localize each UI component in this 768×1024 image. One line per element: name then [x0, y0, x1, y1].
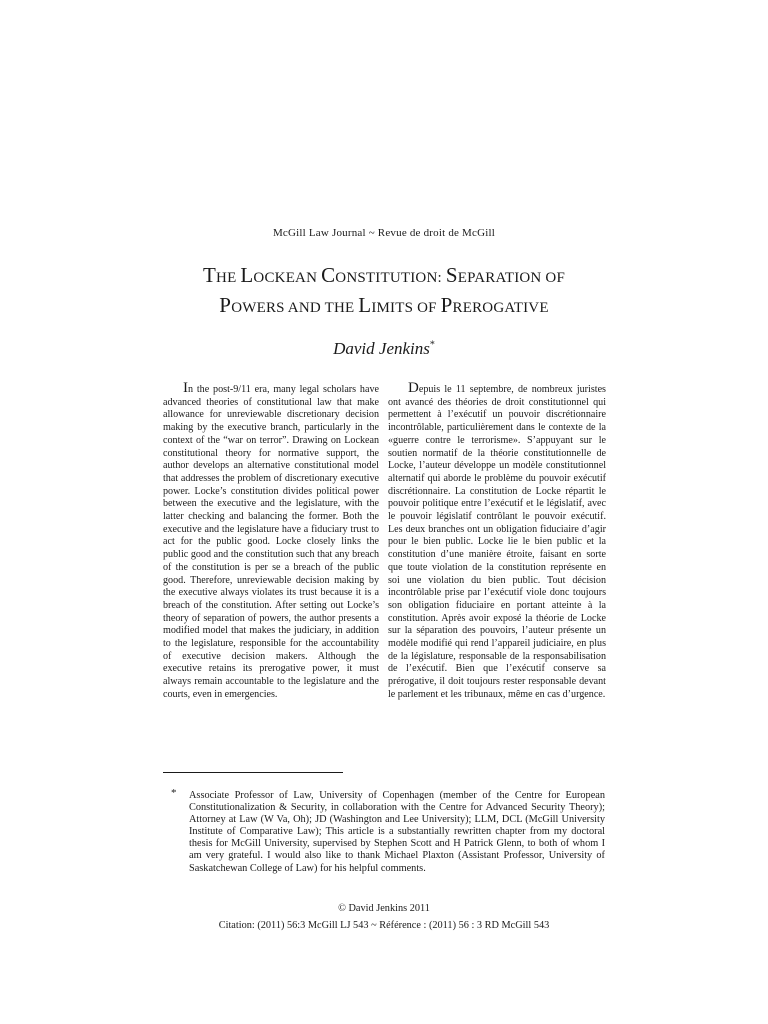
copyright-notice: © David Jenkins 2011	[338, 903, 430, 914]
abstract-english-text: n the post-9/11 era, many legal scholars have advanced theories of constitutional law that make allowance for unreviewable discretionary decision making by the executive branch, particularly in the context of the “war on terror”. Drawing on Lockean constitutional theory for normative support, the author develops an alternative constitutional model that addresses the problem of discretionary executive power. Locke’s constitution divides political power between the executive and the legislature, with the latter checking and balancing the former. Both the executive and the legislature have a fiduciary trust to act for the public good. Locke closely links the public good and the constitution such that any breach of the constitution is per se a breach of the public good. Therefore, unreviewable decision making by the executive always violates its trust because it is a breach of the constitution. After setting out Locke’s theory of separation of powers, the author presents a modified model that makes the judiciary, in addition to the legislature, responsible for the accountability of executive decision makers. Although the executive retains its prerogative power, it must always remain accountable to the legislature and the courts, even in emergencies.	[163, 384, 379, 700]
footnote-marker: *	[171, 787, 177, 799]
author-name: David Jenkins*	[333, 339, 435, 358]
title-line-1: THE LOCKEAN CONSTITUTION: SEPARATION OF	[203, 263, 565, 287]
author-footnote-marker: *	[429, 339, 435, 351]
abstract-french-initial: D	[408, 380, 419, 396]
abstract-english-initial: I	[183, 380, 188, 396]
article-title	[120, 262, 648, 322]
citation-line: Citation: (2011) 56:3 McGill LJ 543 ~ Référence : (2011) 56 : 3 RD McGill 543	[218, 920, 550, 931]
abstract-french	[388, 382, 606, 702]
title-line-2: POWERS AND THE LIMITS OF PREROGATIVE	[219, 293, 549, 317]
footnote-divider	[163, 772, 343, 773]
abstract-french-text: epuis le 11 septembre, de nombreux juristes ont avancé des théories de droit constitutionnel qui permettent à l’exécutif un pouvoir discrétionnaire incontrôlable, particulièrement dans le contexte de la «guerre contre le terrorisme». S’appuyant sur le soutien normatif de la théorie constitutionnelle de Locke, l’auteur développe un modèle constitutionnel alternatif qui aborde le problème du pouvoir exécutif discrétionnaire. La constitution de Locke répartit le pouvoir politique entre l’exécutif et le législatif, avec le pouvoir législatif contrôlant le pouvoir exécutif. Les deux branches ont un obligation fiduciaire d’agir pour le bien public. Locke lie le bien public et la constitution d’une manière étroite, faisant en sorte que toute violation de la constitution représente en soi une violation du bien public. Tout décision incontrôlable prise par l’exécutif viole donc toujours son obligation fiduciaire en portant atteinte à la constitution. Après avoir exposé la théorie de Locke sur la séparation des pouvoirs, l’auteur présente un modèle modifié qui rend l’appareil judiciaire, en plus de la législature, responsable de la responsabilisation de l’exécutif. Bien que l’exécutif conserve sa prérogative, il doit toujours rester responsable devant le parlement et les tribunaux, même en cas d’urgence.	[388, 384, 606, 700]
footnote-text: Associate Professor of Law, University of Copenhagen (member of the Centre for European Constitutionalization & Security, in collaboration with the Centre for Advanced Security Theory); Attorney at Law (W Va, Oh); JD (Washington and Lee University); LLM, DCL (McGill University Institute of Comparative Law); This article is a substantially rewritten chapter from my doctoral thesis for McGill University, supervised by Stephen Scott and H Patrick Glenn, to both of whom I am very grateful. I would also like to thank Michael Plaxton (Assistant Professor, University of Saskatchewan College of Law) for his helpful comments.	[189, 790, 605, 874]
abstract-english	[163, 382, 379, 702]
journal-header: McGill Law Journal ~ Revue de droit de McGill	[272, 227, 496, 239]
